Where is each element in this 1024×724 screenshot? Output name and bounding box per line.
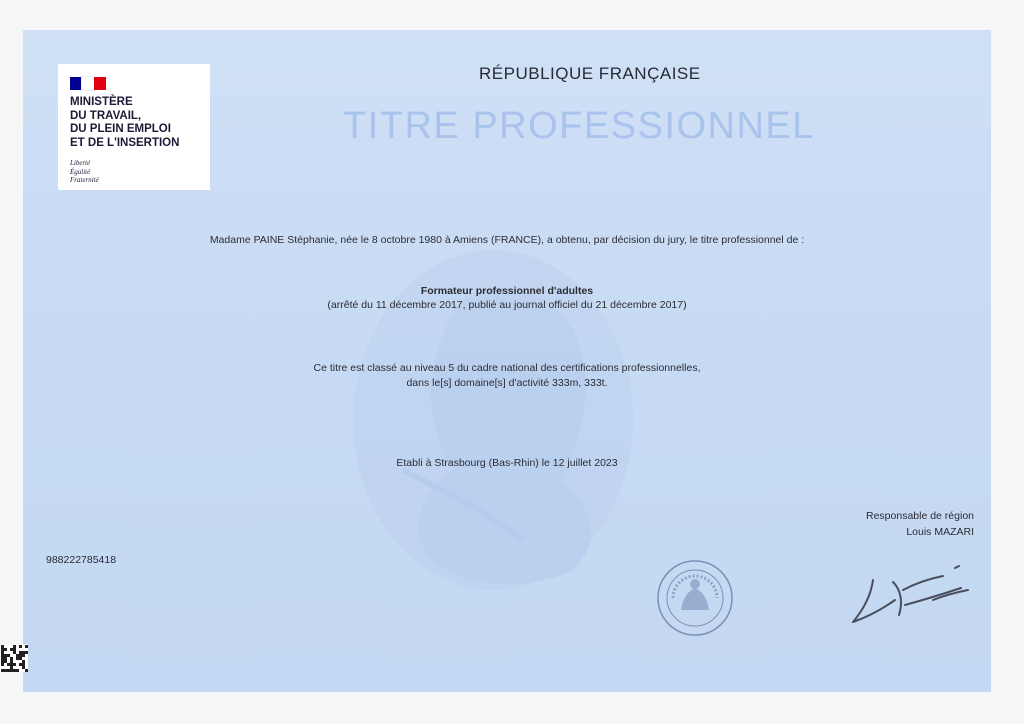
ministry-line: DU TRAVAIL, bbox=[70, 109, 142, 122]
qr-module bbox=[25, 651, 28, 654]
qr-module bbox=[4, 648, 7, 651]
ministry-line: ET DE L'INSERTION bbox=[70, 136, 180, 149]
certificate-title: TITRE PROFESSIONNEL bbox=[343, 105, 815, 147]
ministry-line: DU PLEIN EMPLOI bbox=[70, 123, 171, 135]
republic-heading: RÉPUBLIQUE FRANÇAISE bbox=[479, 64, 701, 83]
qr-module bbox=[25, 669, 28, 672]
domain-line: dans le[s] domaine[s] d'activité 333m, 333t. bbox=[406, 377, 608, 389]
motto-line: Égalité bbox=[70, 167, 91, 176]
french-flag-icon bbox=[70, 77, 106, 90]
republic-motto bbox=[70, 159, 99, 185]
ministry-name bbox=[70, 96, 210, 150]
level-line: Ce titre est classé au niveau 5 du cadre national des certifications professionnelles, bbox=[313, 362, 701, 374]
recipient-line: Madame PAINE Stéphanie, née le 8 octobre 1980 à Amiens (FRANCE), a obtenu, par décision du jury, le titre professionnel de : bbox=[209, 234, 805, 246]
official-seal-stamp bbox=[655, 558, 735, 638]
signatory-name: Louis MAZARI bbox=[906, 526, 974, 538]
ministry-logo bbox=[58, 64, 210, 190]
motto-line: Fraternité bbox=[70, 176, 99, 184]
certificate-sheet bbox=[23, 30, 991, 692]
established-line: Etabli à Strasbourg (Bas-Rhin) le 12 juillet 2023 bbox=[396, 457, 618, 469]
signatory-role: Responsable de région bbox=[866, 510, 974, 522]
handwritten-signature bbox=[843, 560, 973, 630]
decree-reference: (arrêté du 11 décembre 2017, publié au journal officiel du 21 décembre 2017) bbox=[327, 299, 687, 311]
qr-module bbox=[25, 645, 28, 648]
qr-module bbox=[22, 654, 25, 657]
qualification-name: Formateur professionnel d'adultes bbox=[420, 285, 594, 297]
qr-module bbox=[13, 663, 16, 666]
qr-code bbox=[0, 644, 28, 672]
qr-module bbox=[19, 645, 22, 648]
flag-stripe-red bbox=[94, 77, 106, 90]
flag-stripe-white bbox=[82, 77, 94, 90]
qr-module bbox=[1, 663, 4, 666]
motto-line: Liberté bbox=[70, 159, 91, 167]
flag-stripe-blue bbox=[70, 77, 82, 90]
document-number: 988222785418 bbox=[46, 554, 117, 566]
signatory-block bbox=[866, 508, 974, 540]
qr-module bbox=[16, 669, 19, 672]
ministry-line: MINISTÈRE bbox=[70, 96, 133, 108]
